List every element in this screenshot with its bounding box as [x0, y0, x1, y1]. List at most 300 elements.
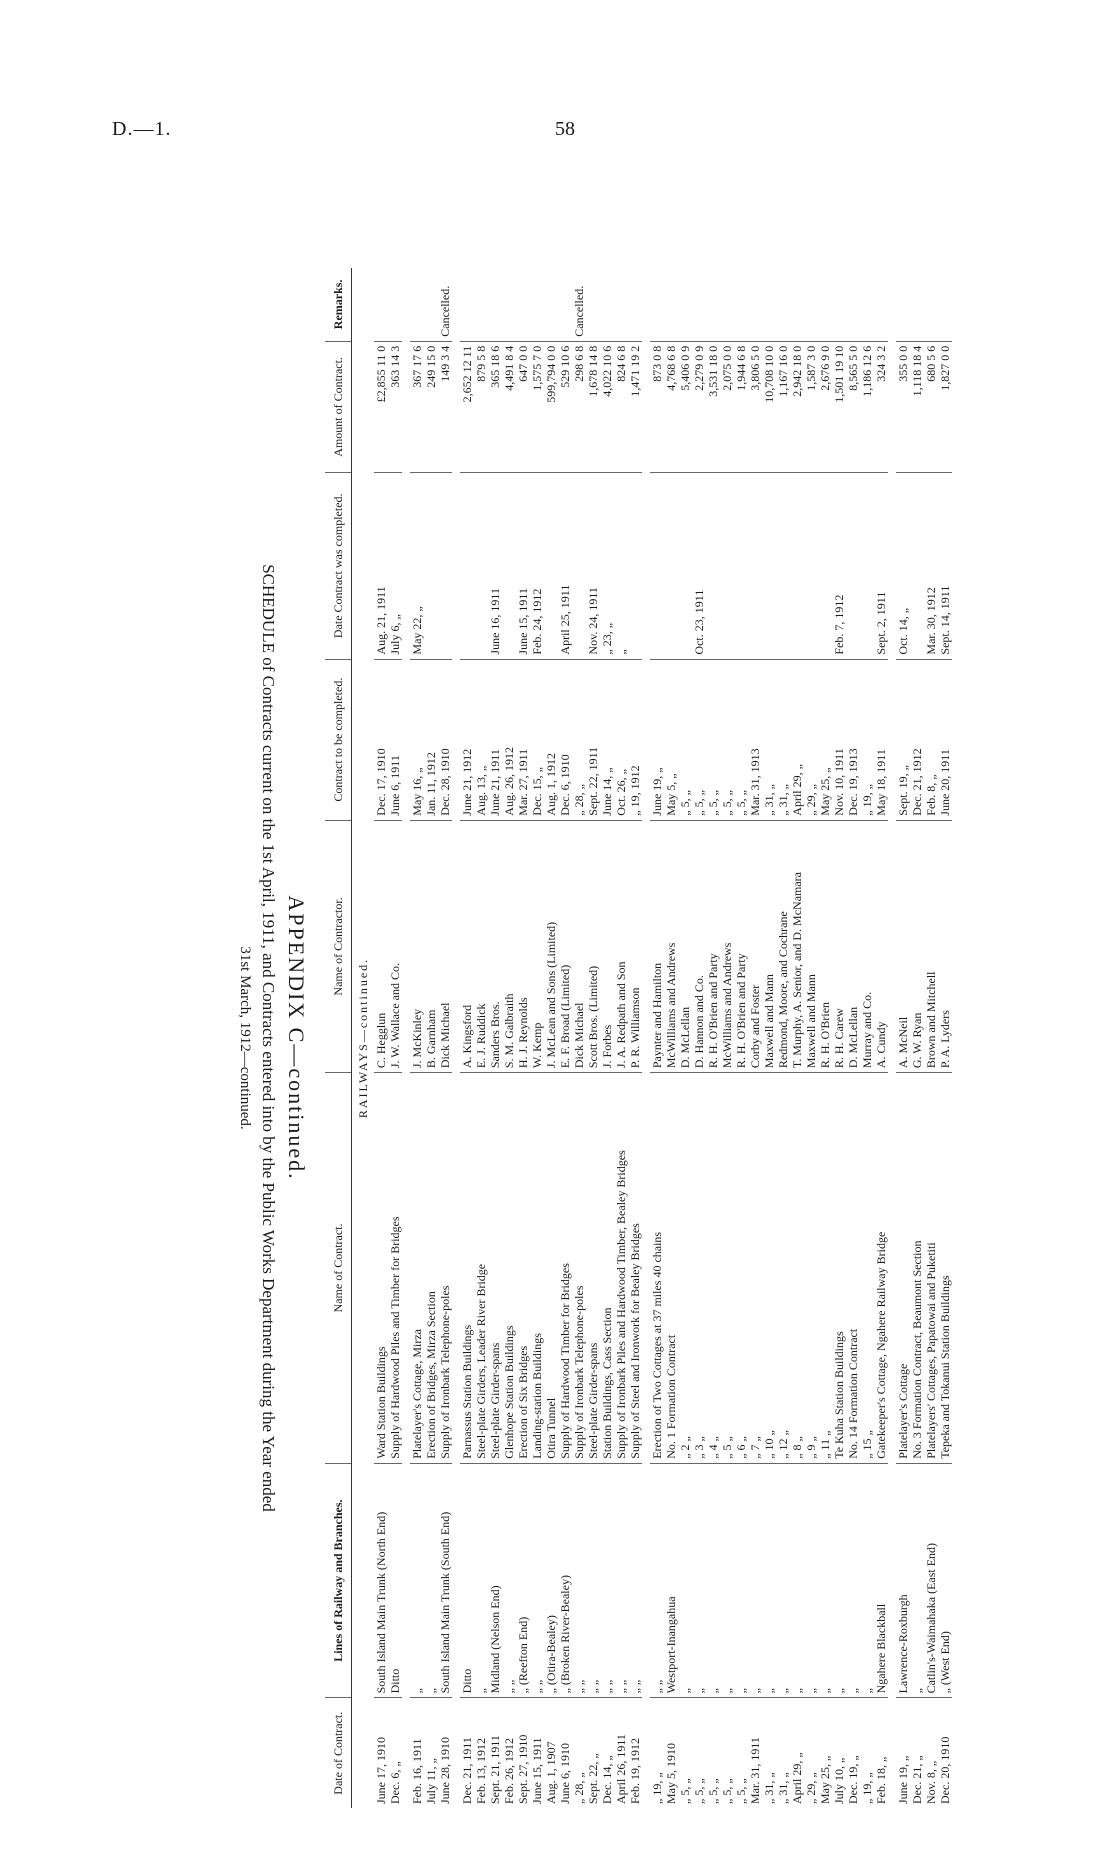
cell-contractor: Maxwell and Mann — [762, 820, 776, 1072]
table-row — [374, 268, 388, 1808]
cell-to-be-completed: Mar. 27, 1911 — [516, 659, 530, 820]
cell-date-completed: June 16, 1911 — [488, 473, 502, 660]
cell-date-of-contract: Dec. 21, „ — [910, 1755, 924, 1804]
cell-amount: 3,531 18 0 — [706, 341, 720, 472]
cell-amount: 4,022 10 6 — [600, 341, 614, 472]
cell-to-be-completed: May 16, „ — [410, 659, 424, 820]
cell-to-be-completed: May 5, „ — [664, 659, 678, 820]
cell-remarks — [410, 268, 424, 341]
cell-remarks — [832, 268, 846, 341]
cell-date-of-contract: July 10, „ — [832, 1757, 846, 1804]
cell-amount: 2,075 0 0 — [720, 341, 734, 472]
table-row — [530, 268, 544, 1808]
cell-date-completed — [502, 473, 516, 660]
cell-line-of-railway: Ngahere Blackball — [874, 1463, 888, 1698]
cell-name-of-contract: Platelayers' Cottages, Papatowai and Puketiti — [924, 1073, 938, 1464]
cell-name-of-contract: Tepeka and Tokanui Station Buildings — [938, 1073, 952, 1464]
cell-name-of-contract: „ 10 „ — [762, 1073, 776, 1464]
section-heading: RAILWAYS—continued. — [356, 957, 370, 1119]
cell-date-of-contract: Aug. 1, 1907 — [544, 1741, 558, 1804]
cell-line-of-railway: „ — [692, 1463, 706, 1698]
table-row — [628, 268, 642, 1808]
cell-to-be-completed: May 25, „ — [818, 659, 832, 820]
table-row — [924, 268, 938, 1808]
cell-name-of-contract: Gatekeeper's Cottage, Ngahere Railway Bridge — [874, 1073, 888, 1464]
table-row — [938, 268, 952, 1808]
cell-remarks: Cancelled. — [438, 268, 452, 341]
cell-contractor: P. A. Lyders — [938, 820, 952, 1072]
cell-remarks — [790, 268, 804, 341]
cell-to-be-completed: Aug. 26, 1912 — [502, 659, 516, 820]
cell-amount: 1,587 3 0 — [804, 341, 818, 472]
cell-remarks — [720, 268, 734, 341]
cell-date-completed: Feb. 7, 1912 — [832, 473, 846, 660]
cell-date-of-contract: „ 19, „ — [860, 1772, 874, 1804]
cell-remarks — [544, 268, 558, 341]
cell-date-completed: Mar. 30, 1912 — [924, 473, 938, 660]
cell-line-of-railway: „ „ — [586, 1463, 600, 1698]
cell-amount: 1,167 16 0 — [776, 341, 790, 472]
cell-date-completed — [734, 473, 748, 660]
cell-name-of-contract: Parnassus Station Buildings — [460, 1073, 474, 1464]
cell-name-of-contract: „ 15 „ — [860, 1073, 874, 1464]
cell-amount: 2,676 9 0 — [818, 341, 832, 472]
cell-remarks — [938, 268, 952, 341]
cell-name-of-contract: „ 11 „ — [818, 1073, 832, 1464]
cell-to-be-completed: Sept. 19, „ — [896, 659, 910, 820]
cell-date-of-contract: Dec. 14, „ — [600, 1755, 614, 1804]
cell-to-be-completed: „ 5, „ — [678, 659, 692, 820]
cell-date-of-contract: June 15, 1911 — [530, 1737, 544, 1804]
cell-date-completed — [460, 473, 474, 660]
cell-date-of-contract: Sept. 22, „ — [586, 1753, 600, 1804]
cell-contractor: A. Cundy — [874, 820, 888, 1072]
table-row — [558, 268, 572, 1808]
cell-to-be-completed: Mar. 31, 1913 — [748, 659, 762, 820]
cell-to-be-completed: June 21, 1911 — [488, 659, 502, 820]
cell-to-be-completed: „ 31, „ — [762, 659, 776, 820]
cell-name-of-contract: Station Buildings, Cass Section — [600, 1073, 614, 1464]
cell-date-of-contract: Nov. 8, „ — [924, 1760, 938, 1804]
cell-date-completed: Sept. 14, 1911 — [938, 473, 952, 660]
cell-remarks — [678, 268, 692, 341]
cell-line-of-railway: „ — [776, 1463, 790, 1698]
cell-name-of-contract: No. 1 Formation Contract — [664, 1073, 678, 1464]
cell-contractor: Brown and Mitchell — [924, 820, 938, 1072]
cell-to-be-completed: June 20, 1911 — [938, 659, 952, 820]
table-row — [818, 268, 832, 1808]
row-spacer — [888, 268, 896, 1808]
cell-contractor: Scott Bros. (Limited) — [586, 820, 600, 1072]
cell-date-completed — [650, 473, 664, 660]
cell-remarks — [374, 268, 388, 341]
cell-remarks — [600, 268, 614, 341]
table-row — [832, 268, 846, 1808]
cell-name-of-contract: „ 4 „ — [706, 1073, 720, 1464]
cell-name-of-contract: Glenhope Station Buildings — [502, 1073, 516, 1464]
cell-remarks — [488, 268, 502, 341]
cell-amount: 1,575 7 0 — [530, 341, 544, 472]
table-row — [502, 268, 516, 1808]
cell-to-be-completed: Dec. 6, 1910 — [558, 659, 572, 820]
cell-amount: 647 0 0 — [516, 341, 530, 472]
cell-name-of-contract: Steel-plate Girder-spans — [586, 1073, 600, 1464]
document-reference: D.—1. — [112, 118, 172, 140]
cell-line-of-railway: „ — [860, 1463, 874, 1698]
cell-amount: 1,118 18 4 — [910, 341, 924, 472]
cell-date-of-contract: „ 5, „ — [678, 1778, 692, 1804]
cell-to-be-completed: Dec. 15, „ — [530, 659, 544, 820]
cell-remarks — [860, 268, 874, 341]
cell-date-of-contract: May 25, „ — [818, 1755, 832, 1804]
cell-date-completed — [664, 473, 678, 660]
cell-name-of-contract: No. 3 Formation Contract, Beaumont Section — [910, 1073, 924, 1464]
cell-date-completed — [762, 473, 776, 660]
appendix-title: APPENDIX C—continued. — [284, 895, 309, 1181]
table-row — [572, 268, 586, 1808]
row-spacer-cell — [452, 268, 460, 1808]
cell-name-of-contract: Supply of Steel and Ironwork for Bealey Bridges — [628, 1073, 642, 1464]
cell-date-completed: Feb. 24, 1912 — [530, 473, 544, 660]
cell-amount: 529 10 6 — [558, 341, 572, 472]
table-row — [424, 268, 438, 1808]
cell-to-be-completed: June 6, 1911 — [388, 659, 402, 820]
cell-date-completed — [804, 473, 818, 660]
cell-date-completed: June 15, 1911 — [516, 473, 530, 660]
cell-date-completed: April 25, 1911 — [558, 473, 572, 660]
row-spacer-cell — [642, 268, 650, 1808]
cell-date-completed — [438, 473, 452, 660]
cell-line-of-railway: „ — [424, 1463, 438, 1698]
schedule-subtitle: 31st March, 1912—continued. — [237, 946, 253, 1130]
cell-date-of-contract: „ 5, „ — [734, 1778, 748, 1804]
cell-amount: 2,942 18 0 — [790, 341, 804, 472]
cell-date-completed — [818, 473, 832, 660]
cell-remarks — [516, 268, 530, 341]
page-number: 58 — [555, 118, 575, 140]
cell-date-of-contract: June 6, 1910 — [558, 1743, 572, 1804]
cell-date-of-contract: Feb. 18, „ — [874, 1756, 888, 1804]
cell-contractor: R. H. O'Brien and Party — [734, 820, 748, 1072]
cell-line-of-railway: „ — [762, 1463, 776, 1698]
cell-contractor: C. Hegglun — [374, 820, 388, 1072]
cell-to-be-completed: Oct. 26, „ — [614, 659, 628, 820]
cell-name-of-contract: Supply of Ironbark Piles and Hardwood Timber, Bealey Bridges — [614, 1073, 628, 1464]
cell-to-be-completed: June 14, „ — [600, 659, 614, 820]
cell-contractor: H. J. Reynolds — [516, 820, 530, 1072]
cell-date-of-contract: July 11, „ — [424, 1758, 438, 1804]
table-header-row — [325, 268, 352, 1808]
col-lines-of-railway: Lines of Railway and Branches. — [325, 1463, 352, 1698]
table-row — [874, 268, 888, 1808]
table-row — [846, 268, 860, 1808]
cell-line-of-railway: Westport-Inangahua — [664, 1463, 678, 1698]
cell-contractor: D. McLellan — [678, 820, 692, 1072]
cell-name-of-contract: Erection of Two Cottages at 37 miles 40 chains — [650, 1073, 664, 1464]
cell-date-of-contract: April 26, 1911 — [614, 1734, 628, 1804]
cell-line-of-railway: „ „ — [502, 1463, 516, 1698]
table-row — [762, 268, 776, 1808]
cell-contractor: Paynter and Hamilton — [650, 820, 664, 1072]
cell-date-completed — [628, 473, 642, 660]
cell-date-completed: Nov. 24, 1911 — [586, 473, 600, 660]
cell-amount: 367 17 6 — [410, 341, 424, 472]
cell-remarks — [502, 268, 516, 341]
cell-name-of-contract: Otira Tunnel — [544, 1073, 558, 1464]
table-row — [650, 268, 664, 1808]
cell-date-of-contract: „ 5, „ — [692, 1778, 706, 1804]
cell-date-of-contract: Feb. 16, 1911 — [410, 1738, 424, 1804]
cell-date-of-contract: „ 19, „ — [650, 1772, 664, 1804]
cell-line-of-railway: South Island Main Trunk (North End) — [374, 1463, 388, 1698]
cell-remarks — [628, 268, 642, 341]
cell-date-of-contract: May 5, 1910 — [664, 1743, 678, 1804]
cell-contractor: R. H. O'Brien and Party — [706, 820, 720, 1072]
cell-contractor: B. Garnham — [424, 820, 438, 1072]
cell-date-completed — [748, 473, 762, 660]
cell-line-of-railway: „ — [818, 1463, 832, 1698]
cell-date-completed — [846, 473, 860, 660]
cell-contractor: A. McNeil — [896, 820, 910, 1072]
cell-contractor: McWilliams and Andrews — [664, 820, 678, 1072]
cell-date-completed — [474, 473, 488, 660]
cell-to-be-completed: Dec. 19, 1913 — [846, 659, 860, 820]
cell-to-be-completed: „ 19, „ — [860, 659, 874, 820]
cell-name-of-contract: „ 3 „ — [692, 1073, 706, 1464]
cell-name-of-contract: Supply of Ironbark Telephone-poles — [438, 1073, 452, 1464]
cell-to-be-completed: June 21, 1912 — [460, 659, 474, 820]
col-name-of-contract: Name of Contract. — [325, 1073, 352, 1464]
cell-amount: 873 0 8 — [650, 341, 664, 472]
cell-to-be-completed: Jan. 11, 1912 — [424, 659, 438, 820]
cell-to-be-completed: Aug. 13, „ — [474, 659, 488, 820]
cell-line-of-railway: Catlin's-Waimahaka (East End) — [924, 1463, 938, 1698]
cell-to-be-completed: April 29, „ — [790, 659, 804, 820]
table-row — [860, 268, 874, 1808]
cell-contractor: J. McKinley — [410, 820, 424, 1072]
cell-line-of-railway: „ — [410, 1463, 424, 1698]
section-row — [352, 268, 375, 1808]
cell-amount: 2,652 12 11 — [460, 341, 474, 472]
col-amount: Amount of Contract. — [325, 341, 352, 472]
table-row — [488, 268, 502, 1808]
cell-date-of-contract: June 28, 1910 — [438, 1737, 452, 1804]
cell-amount: 298 6 8 — [572, 341, 586, 472]
table-row — [614, 268, 628, 1808]
cell-date-of-contract: „ 5, „ — [720, 1778, 734, 1804]
cell-date-completed — [572, 473, 586, 660]
cell-contractor: Sanders Bros. — [488, 820, 502, 1072]
cell-remarks — [734, 268, 748, 341]
table-row — [586, 268, 600, 1808]
cell-date-of-contract: June 17, 1910 — [374, 1737, 388, 1804]
table-row — [748, 268, 762, 1808]
cell-contractor: D. Hannon and Co. — [692, 820, 706, 1072]
cell-remarks — [846, 268, 860, 341]
cell-contractor: J. Forbes — [600, 820, 614, 1072]
cell-contractor: Dick Michael — [438, 820, 452, 1072]
cell-line-of-railway: „ — [804, 1463, 818, 1698]
cell-remarks — [664, 268, 678, 341]
cell-to-be-completed: May 18, 1911 — [874, 659, 888, 820]
cell-remarks — [706, 268, 720, 341]
table-row — [516, 268, 530, 1808]
cell-date-completed: „ 23, „ — [600, 473, 614, 660]
row-spacer-cell — [402, 268, 410, 1808]
cell-contractor: E. F. Broad (Limited) — [558, 820, 572, 1072]
cell-to-be-completed: Aug. 1, 1912 — [544, 659, 558, 820]
cell-amount: 8,565 5 0 — [846, 341, 860, 472]
cell-amount: 824 6 8 — [614, 341, 628, 472]
cell-line-of-railway: „ — [910, 1463, 924, 1698]
cell-name-of-contract: „ 2 „ — [678, 1073, 692, 1464]
cell-remarks — [558, 268, 572, 341]
row-spacer-cell — [888, 268, 896, 1808]
cell-date-completed: „ — [614, 473, 628, 660]
cell-amount: 1,471 19 2 — [628, 341, 642, 472]
cell-contractor: P. R. Williamson — [628, 820, 642, 1072]
cell-amount: 1,827 0 0 — [938, 341, 952, 472]
table-row — [388, 268, 402, 1808]
cell-line-of-railway: „ „ — [628, 1463, 642, 1698]
cell-line-of-railway: South Island Main Trunk (South End) — [438, 1463, 452, 1698]
table-row — [734, 268, 748, 1808]
cell-name-of-contract: „ 6 „ — [734, 1073, 748, 1464]
cell-name-of-contract: Erection of Bridges, Mirza Section — [424, 1073, 438, 1464]
cell-date-of-contract: Feb. 13, 1912 — [474, 1738, 488, 1804]
cell-to-be-completed: „ 31, „ — [776, 659, 790, 820]
cell-date-completed: Oct. 14, „ — [896, 473, 910, 660]
cell-line-of-railway: „ — [734, 1463, 748, 1698]
row-spacer — [452, 268, 460, 1808]
cell-line-of-railway: „ — [748, 1463, 762, 1698]
cell-name-of-contract: „ 12 „ — [776, 1073, 790, 1464]
cell-name-of-contract: Steel-plate Girders, Leader River Bridge — [474, 1073, 488, 1464]
cell-line-of-railway: Ditto — [460, 1463, 474, 1698]
cell-contractor: S. M. Galbraith — [502, 820, 516, 1072]
col-name-of-contractor: Name of Contractor. — [325, 820, 352, 1072]
cell-date-completed: May 22, „ — [410, 473, 424, 660]
cell-to-be-completed: Sept. 22, 1911 — [586, 659, 600, 820]
col-remarks: Remarks. — [325, 268, 352, 341]
cell-to-be-completed: „ 29, „ — [804, 659, 818, 820]
cell-remarks — [650, 268, 664, 341]
cell-contractor: McWilliams and Andrews — [720, 820, 734, 1072]
cell-date-completed — [678, 473, 692, 660]
cell-date-completed — [424, 473, 438, 660]
cell-remarks — [424, 268, 438, 341]
table-row — [438, 268, 452, 1808]
cell-contractor: Redmond, Moore, and Cochrane — [776, 820, 790, 1072]
cell-remarks — [818, 268, 832, 341]
cell-contractor: J. McLean and Sons (Limited) — [544, 820, 558, 1072]
cell-amount: 10,708 10 0 — [762, 341, 776, 472]
cell-date-completed — [544, 473, 558, 660]
cell-amount: £2,855 11 0 — [374, 341, 388, 472]
cell-amount: 1,501 19 10 — [832, 341, 846, 472]
cell-date-completed: Oct. 23, 1911 — [692, 473, 706, 660]
cell-line-of-railway: „ — [678, 1463, 692, 1698]
cell-amount: 1,678 14 8 — [586, 341, 600, 472]
cell-remarks — [804, 268, 818, 341]
rotated-schedule — [225, 228, 1045, 1848]
table-row — [776, 268, 790, 1808]
cell-line-of-railway: „ — [790, 1463, 804, 1698]
col-contract-to-be-completed: Contract to be completed. — [325, 659, 352, 820]
cell-to-be-completed: „ 5, „ — [720, 659, 734, 820]
cell-amount: 355 0 0 — [896, 341, 910, 472]
cell-name-of-contract: Landing-station Buildings — [530, 1073, 544, 1464]
table-row — [790, 268, 804, 1808]
cell-contractor: Murray and Co. — [860, 820, 874, 1072]
table-row — [804, 268, 818, 1808]
cell-amount: 680 5 6 — [924, 341, 938, 472]
table-row — [896, 268, 910, 1808]
cell-date-completed — [776, 473, 790, 660]
cell-contractor: Corby and Foster — [748, 820, 762, 1072]
cell-date-completed: Aug. 21, 1911 — [374, 473, 388, 660]
cell-remarks — [924, 268, 938, 341]
table-body — [352, 268, 953, 1808]
cell-contractor: R. H. O'Brien — [818, 820, 832, 1072]
schedule-title: SCHEDULE of Contracts current on the 1st April, 1911, and Contracts entered into by the Public Works Department during the Year ended — [259, 564, 278, 1512]
cell-remarks — [692, 268, 706, 341]
table-row — [910, 268, 924, 1808]
cell-date-of-contract: „ 31, „ — [776, 1772, 790, 1804]
table-row — [678, 268, 692, 1808]
cell-contractor: D. McLellan — [846, 820, 860, 1072]
cell-line-of-railway: „ (Broken River-Bealey) — [558, 1463, 572, 1698]
cell-contractor: Dick Michael — [572, 820, 586, 1072]
table-row — [600, 268, 614, 1808]
cell-date-completed — [860, 473, 874, 660]
table-row — [706, 268, 720, 1808]
cell-line-of-railway: Midland (Nelson End) — [488, 1463, 502, 1698]
cell-amount: 599,794 0 0 — [544, 341, 558, 472]
cell-name-of-contract: „ 7 „ — [748, 1073, 762, 1464]
cell-line-of-railway: Ditto — [388, 1463, 402, 1698]
cell-line-of-railway: „ — [474, 1463, 488, 1698]
cell-amount: 5,406 0 9 — [678, 341, 692, 472]
table-row — [720, 268, 734, 1808]
cell-name-of-contract: „ 8 „ — [790, 1073, 804, 1464]
cell-date-completed — [790, 473, 804, 660]
cell-contractor: R. H. Carew — [832, 820, 846, 1072]
cell-remarks — [474, 268, 488, 341]
cell-line-of-railway: „ „ — [572, 1463, 586, 1698]
cell-date-of-contract: Dec. 20, 1910 — [938, 1736, 952, 1804]
cell-remarks — [586, 268, 600, 341]
cell-name-of-contract: Ward Station Buildings — [374, 1073, 388, 1464]
cell-remarks: Cancelled. — [572, 268, 586, 341]
cell-name-of-contract: Supply of Hardwood Piles and Timber for Bridges — [388, 1073, 402, 1464]
cell-date-of-contract: „ 5, „ — [706, 1778, 720, 1804]
row-spacer — [402, 268, 410, 1808]
cell-date-of-contract: June 19, „ — [896, 1755, 910, 1804]
col-date-completed: Date Contract was completed. — [325, 473, 352, 660]
row-spacer — [642, 268, 650, 1808]
cell-amount: 4,491 8 4 — [502, 341, 516, 472]
cell-remarks — [896, 268, 910, 341]
cell-line-of-railway: „ — [832, 1463, 846, 1698]
cell-name-of-contract: Supply of Ironbark Telephone-poles — [572, 1073, 586, 1464]
cell-date-completed — [910, 473, 924, 660]
table-row — [410, 268, 424, 1808]
table-row — [460, 268, 474, 1808]
cell-date-of-contract: Dec. 6, „ — [388, 1761, 402, 1804]
cell-remarks — [910, 268, 924, 341]
cell-to-be-completed: Feb. 8, „ — [924, 659, 938, 820]
